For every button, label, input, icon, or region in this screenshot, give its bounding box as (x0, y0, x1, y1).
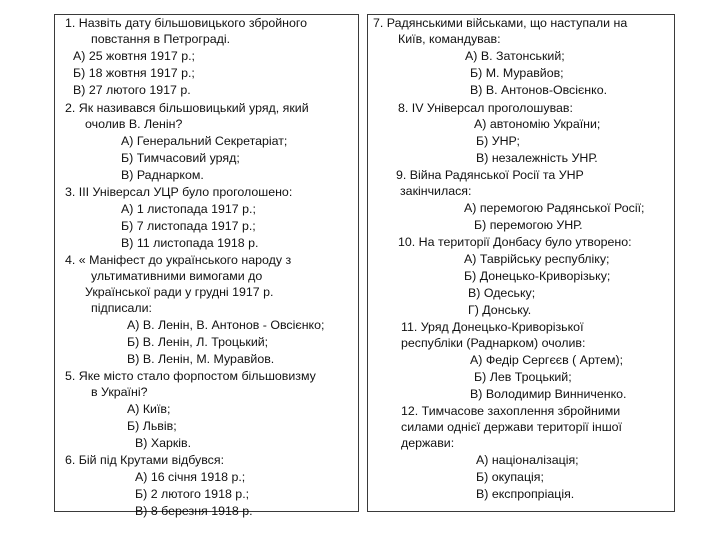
left-question-line: А) 25 жовтня 1917 р.; (73, 49, 196, 63)
left-question-line: Б) Тимчасовий уряд; (121, 151, 240, 165)
left-question-line: В) В. Ленін, М. Муравйов. (127, 352, 275, 366)
right-question-line: 12. Тимчасове захоплення збройними (401, 404, 621, 418)
left-question-line: Б) Львів; (127, 419, 177, 433)
right-question-line: А) Федір Сергєєв ( Артем); (470, 353, 624, 367)
right-question-line: В) Одеську; (468, 286, 536, 300)
right-question-line: держави: (401, 436, 455, 450)
left-question-line: 5. Яке місто стало форпостом більшовизму (65, 369, 316, 383)
right-question-line: закінчилася: (400, 184, 472, 198)
right-question-line: А) перемогою Радянської Росії; (464, 201, 645, 215)
right-question-line: Б) М. Муравйов; (470, 66, 564, 80)
right-question-line: А) В. Затонський; (465, 49, 565, 63)
right-question-line: 10. На території Донбасу було утворено: (398, 235, 632, 249)
right-question-line: Б) перемогою УНР. (474, 218, 583, 232)
right-question-line: В) незалежність УНР. (476, 151, 598, 165)
right-column (367, 14, 675, 512)
right-question-line: Б) УНР; (476, 134, 520, 148)
left-question-line: В) 11 листопада 1918 р. (121, 236, 259, 250)
left-question-line: 6. Бій під Крутами відбувся: (65, 453, 225, 467)
right-question-line: Б) окупація; (476, 470, 544, 484)
left-question-line: В) 27 лютого 1917 р. (73, 83, 191, 97)
right-question-line: А) Таврійську республіку; (464, 252, 610, 266)
left-question-line: Української ради у грудні 1917 р. (85, 285, 274, 299)
right-question-line: 9. Війна Радянської Росії та УНР (396, 168, 584, 182)
left-question-line: А) 1 листопада 1917 р.; (121, 202, 256, 216)
left-question-line: Б) В. Ленін, Л. Троцький; (127, 335, 269, 349)
left-question-line: 4. « Маніфест до українського народу з (65, 253, 292, 267)
left-question-line: А) В. Ленін, В. Антонов - Овсієнко; (127, 318, 325, 332)
right-question-line: В) Володимир Винниченко. (470, 387, 627, 401)
left-question-line: повстання в Петрограді. (91, 32, 231, 46)
right-question-line: А) націоналізація; (476, 453, 579, 467)
left-column (54, 14, 359, 518)
right-question-line: А) автономію України; (474, 117, 601, 131)
right-question-line: 8. IV Універсал проголошував: (398, 101, 573, 115)
left-question-line: А) Генеральний Секретаріат; (121, 134, 288, 148)
left-question-line: 1. Назвіть дату більшовицького збройного (65, 16, 308, 30)
left-question-line: А) Київ; (127, 402, 171, 416)
left-question-line: 2. Як називався більшовицький уряд, який (65, 101, 309, 115)
left-question-line: Б) 2 лютого 1918 р.; (135, 487, 250, 501)
right-question-line: Б) Донецько-Криворізьку; (464, 269, 611, 283)
right-question-line: 7. Радянськими військами, що наступали на (373, 16, 628, 30)
left-question-line: А) 16 січня 1918 р.; (135, 470, 246, 484)
right-question-line: Г) Донську. (468, 303, 532, 317)
right-question-line: силами однієї держави території іншої (401, 420, 622, 434)
left-question-line: очолив В. Ленін? (85, 117, 183, 131)
left-question-line: ультимативними вимогами до (91, 269, 263, 283)
right-question-line: Б) Лев Троцький; (474, 370, 572, 384)
right-question-line: 11. Уряд Донецько-Криворізької (401, 320, 584, 334)
left-question-line: підписали: (91, 301, 153, 315)
right-question-line: Київ, командував: (398, 32, 501, 46)
right-question-line: республіки (Раднарком) очолив: (401, 336, 586, 350)
left-question-line: В) Харків. (135, 436, 192, 450)
left-question-line: Б) 7 листопада 1917 р.; (121, 219, 256, 233)
left-question-line: В) Раднарком. (121, 168, 204, 182)
right-question-line: В) експропріація. (476, 487, 575, 501)
left-question-line: В) 8 березня 1918 р. (135, 504, 253, 518)
left-question-line: Б) 18 жовтня 1917 р.; (73, 66, 195, 80)
right-question-line: В) В. Антонов-Овсієнко. (470, 83, 608, 97)
left-question-line: 3. ІІІ Універсал УЦР було проголошено: (65, 185, 293, 199)
left-question-line: в Україні? (91, 385, 148, 399)
